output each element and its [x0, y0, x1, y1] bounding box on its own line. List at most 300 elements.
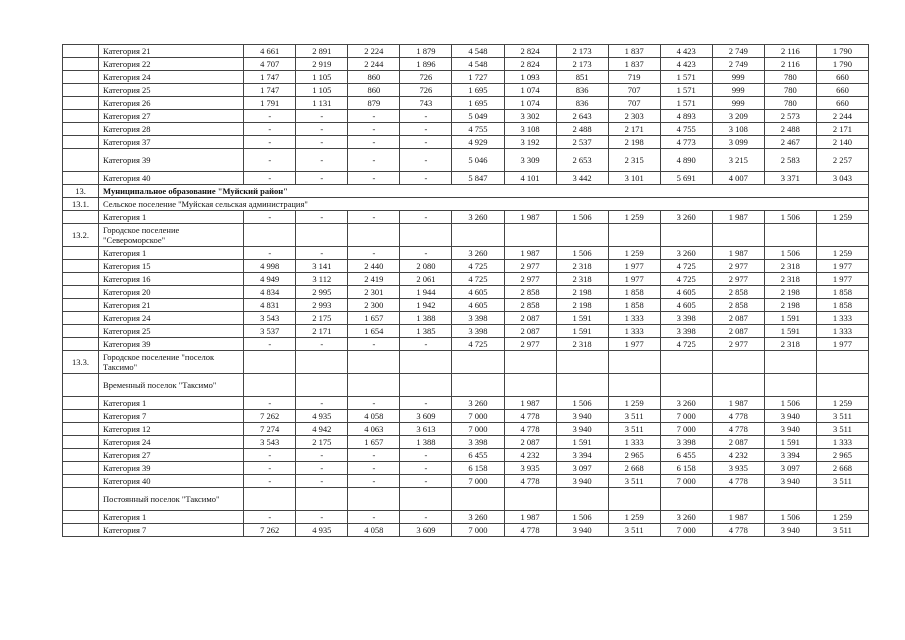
table-row: [63, 286, 869, 299]
value-cell: -: [348, 475, 400, 488]
value-cell: 3 394: [764, 449, 816, 462]
value-cell: 3 935: [712, 462, 764, 475]
value-cell: 2 488: [764, 123, 816, 136]
value-cell: 4 949: [244, 273, 296, 286]
value-cell: 4 778: [504, 475, 556, 488]
value-cell: 3 613: [400, 423, 452, 436]
subsection-label: Постоянный поселок "Таксимо": [99, 488, 244, 511]
value-cell: 3 101: [608, 172, 660, 185]
value-cell: 1 591: [764, 436, 816, 449]
category-name: Категория 40: [99, 172, 244, 185]
value-cell: 1 333: [608, 312, 660, 325]
value-cell: [296, 374, 348, 397]
value-cell: 3 260: [452, 397, 504, 410]
value-cell: 851: [556, 71, 608, 84]
value-cell: 1 591: [764, 325, 816, 338]
value-cell: 3 192: [504, 136, 556, 149]
value-cell: 1 987: [504, 247, 556, 260]
value-cell: -: [348, 397, 400, 410]
row-index: [63, 462, 99, 475]
table-row: [63, 185, 869, 198]
value-cell: 1 657: [348, 312, 400, 325]
value-cell: 7 000: [660, 475, 712, 488]
row-index: [63, 449, 99, 462]
value-cell: 1 858: [608, 299, 660, 312]
value-cell: -: [244, 110, 296, 123]
value-cell: 2 171: [296, 325, 348, 338]
table-row: [63, 247, 869, 260]
category-name: Категория 20: [99, 286, 244, 299]
value-cell: 1 591: [556, 325, 608, 338]
value-cell: 4 725: [660, 260, 712, 273]
value-cell: 6 158: [660, 462, 712, 475]
value-cell: 1 858: [816, 286, 868, 299]
value-cell: 3 371: [764, 172, 816, 185]
value-cell: 4 778: [504, 423, 556, 436]
value-cell: [556, 224, 608, 247]
value-cell: 2 977: [504, 338, 556, 351]
value-cell: 2 087: [504, 312, 556, 325]
value-cell: 2 467: [764, 136, 816, 149]
value-cell: 2 965: [816, 449, 868, 462]
table-row: [63, 149, 869, 172]
category-name: Категория 24: [99, 312, 244, 325]
value-cell: 1 977: [816, 273, 868, 286]
value-cell: 4 725: [660, 338, 712, 351]
value-cell: 3 442: [556, 172, 608, 185]
value-cell: 2 858: [712, 299, 764, 312]
value-cell: 1 506: [764, 397, 816, 410]
value-cell: 660: [816, 71, 868, 84]
value-cell: 2 198: [556, 286, 608, 299]
row-index: [63, 123, 99, 136]
value-cell: 1 571: [660, 97, 712, 110]
value-cell: 1 333: [816, 312, 868, 325]
value-cell: 3 940: [764, 410, 816, 423]
value-cell: 3 511: [608, 475, 660, 488]
value-cell: [712, 488, 764, 511]
value-cell: 4 942: [296, 423, 348, 436]
value-cell: 4 890: [660, 149, 712, 172]
row-index: 13.1.: [63, 198, 99, 211]
value-cell: 3 398: [660, 312, 712, 325]
value-cell: 999: [712, 71, 764, 84]
value-cell: 1 695: [452, 97, 504, 110]
table-row: [63, 273, 869, 286]
table-row: [63, 211, 869, 224]
value-cell: 2 993: [296, 299, 348, 312]
value-cell: 1 790: [816, 45, 868, 58]
value-cell: 707: [608, 84, 660, 97]
value-cell: 1 259: [608, 397, 660, 410]
value-cell: 3 309: [504, 149, 556, 172]
section-title: Муниципальное образование "Муйский район": [99, 185, 869, 198]
category-name: Категория 24: [99, 436, 244, 449]
value-cell: 7 274: [244, 423, 296, 436]
value-cell: -: [296, 462, 348, 475]
value-cell: 743: [400, 97, 452, 110]
value-cell: 2 198: [556, 299, 608, 312]
value-cell: 7 000: [452, 410, 504, 423]
value-cell: 836: [556, 97, 608, 110]
value-cell: -: [400, 338, 452, 351]
table-row: [63, 351, 869, 374]
value-cell: 4 063: [348, 423, 400, 436]
value-cell: -: [348, 449, 400, 462]
value-cell: 4 232: [504, 449, 556, 462]
category-name: Категория 25: [99, 84, 244, 97]
value-cell: 4 831: [244, 299, 296, 312]
value-cell: 2 977: [712, 338, 764, 351]
value-cell: [348, 351, 400, 374]
row-index: [63, 97, 99, 110]
row-index: [63, 374, 99, 397]
value-cell: 4 935: [296, 410, 348, 423]
value-cell: 2 419: [348, 273, 400, 286]
category-name: Категория 25: [99, 325, 244, 338]
value-cell: 3 511: [816, 423, 868, 436]
row-index: [63, 410, 99, 423]
table-row: [63, 325, 869, 338]
value-cell: [556, 374, 608, 397]
value-cell: 2 198: [608, 136, 660, 149]
value-cell: 719: [608, 71, 660, 84]
value-cell: 2 198: [764, 299, 816, 312]
value-cell: -: [296, 397, 348, 410]
subsection-label: Городское поселение "поселок Таксимо": [99, 351, 244, 374]
value-cell: 4 605: [452, 299, 504, 312]
value-cell: 2 858: [504, 286, 556, 299]
row-index: [63, 110, 99, 123]
value-cell: [244, 374, 296, 397]
subsection-title: Сельское поселение "Муйская сельская администрация": [99, 198, 869, 211]
category-name: Категория 16: [99, 273, 244, 286]
value-cell: 3 511: [816, 475, 868, 488]
value-cell: 1 506: [556, 397, 608, 410]
value-cell: 3 099: [712, 136, 764, 149]
value-cell: -: [348, 511, 400, 524]
value-cell: [244, 351, 296, 374]
value-cell: -: [296, 511, 348, 524]
value-cell: 3 112: [296, 273, 348, 286]
table-row: [63, 110, 869, 123]
value-cell: 3 940: [556, 410, 608, 423]
category-name: Категория 24: [99, 71, 244, 84]
value-cell: 1 388: [400, 436, 452, 449]
value-cell: 2 244: [816, 110, 868, 123]
row-index: [63, 397, 99, 410]
value-cell: -: [400, 136, 452, 149]
row-index: [63, 475, 99, 488]
value-cell: 1 105: [296, 71, 348, 84]
value-cell: 3 043: [816, 172, 868, 185]
value-cell: 7 000: [660, 423, 712, 436]
value-cell: 1 987: [504, 397, 556, 410]
value-cell: -: [244, 136, 296, 149]
value-cell: [244, 224, 296, 247]
value-cell: 3 940: [556, 524, 608, 537]
value-cell: -: [348, 172, 400, 185]
value-cell: 2 318: [556, 273, 608, 286]
table-row: [63, 436, 869, 449]
value-cell: 660: [816, 97, 868, 110]
value-cell: 6 158: [452, 462, 504, 475]
value-cell: 1 385: [400, 325, 452, 338]
value-cell: 780: [764, 71, 816, 84]
value-cell: 4 893: [660, 110, 712, 123]
value-cell: 3 511: [816, 410, 868, 423]
value-cell: [348, 224, 400, 247]
value-cell: 1 747: [244, 84, 296, 97]
value-cell: 2 087: [712, 312, 764, 325]
value-cell: 1 987: [712, 247, 764, 260]
table-row: [63, 524, 869, 537]
value-cell: 2 440: [348, 260, 400, 273]
value-cell: 1 571: [660, 84, 712, 97]
value-cell: -: [244, 149, 296, 172]
value-cell: 1 506: [556, 511, 608, 524]
value-cell: -: [348, 123, 400, 136]
category-name: Категория 7: [99, 524, 244, 537]
value-cell: 7 000: [452, 475, 504, 488]
value-cell: [348, 488, 400, 511]
value-cell: -: [296, 338, 348, 351]
value-cell: 3 209: [712, 110, 764, 123]
value-cell: 1 506: [764, 511, 816, 524]
value-cell: 2 171: [816, 123, 868, 136]
row-index: [63, 325, 99, 338]
value-cell: 5 046: [452, 149, 504, 172]
value-cell: -: [244, 247, 296, 260]
table-row: [63, 299, 869, 312]
value-cell: -: [400, 110, 452, 123]
value-cell: 2 318: [556, 260, 608, 273]
value-cell: [660, 488, 712, 511]
value-cell: -: [296, 172, 348, 185]
value-cell: 1 259: [816, 247, 868, 260]
value-cell: 2 080: [400, 260, 452, 273]
value-cell: 2 303: [608, 110, 660, 123]
value-cell: 3 394: [556, 449, 608, 462]
value-cell: 4 778: [712, 410, 764, 423]
value-cell: 7 000: [452, 524, 504, 537]
subsection-label: Городское поселение "Североморское": [99, 224, 244, 247]
value-cell: 5 847: [452, 172, 504, 185]
value-cell: 2 749: [712, 58, 764, 71]
value-cell: [504, 488, 556, 511]
value-cell: [712, 224, 764, 247]
document-page: [62, 44, 869, 537]
value-cell: 726: [400, 84, 452, 97]
category-name: Категория 39: [99, 462, 244, 475]
value-cell: 1 987: [712, 511, 764, 524]
value-cell: [556, 351, 608, 374]
value-cell: 1 858: [816, 299, 868, 312]
value-cell: [660, 351, 712, 374]
value-cell: 1 977: [816, 260, 868, 273]
value-cell: 1 791: [244, 97, 296, 110]
value-cell: 3 260: [660, 211, 712, 224]
row-index: [63, 312, 99, 325]
value-cell: 2 244: [348, 58, 400, 71]
value-cell: -: [348, 462, 400, 475]
value-cell: 1 790: [816, 58, 868, 71]
value-cell: 2 318: [556, 338, 608, 351]
value-cell: 1 657: [348, 436, 400, 449]
subsection-label: Временный поселок "Таксимо": [99, 374, 244, 397]
value-cell: 2 175: [296, 312, 348, 325]
category-name: Категория 39: [99, 338, 244, 351]
value-cell: 3 108: [712, 123, 764, 136]
value-cell: [348, 374, 400, 397]
value-cell: 1 727: [452, 71, 504, 84]
value-cell: -: [400, 172, 452, 185]
value-cell: 4 778: [712, 423, 764, 436]
category-name: Категория 1: [99, 211, 244, 224]
row-index: [63, 58, 99, 71]
row-index: 13.: [63, 185, 99, 198]
value-cell: 4 755: [452, 123, 504, 136]
value-cell: 7 000: [660, 524, 712, 537]
value-cell: -: [296, 110, 348, 123]
value-cell: 1 506: [764, 247, 816, 260]
value-cell: 1 074: [504, 84, 556, 97]
value-cell: [660, 224, 712, 247]
value-cell: 999: [712, 84, 764, 97]
value-cell: 4 935: [296, 524, 348, 537]
value-cell: 2 300: [348, 299, 400, 312]
category-name: Категория 27: [99, 110, 244, 123]
value-cell: 1 105: [296, 84, 348, 97]
category-name: Категория 28: [99, 123, 244, 136]
value-cell: -: [400, 149, 452, 172]
value-cell: [296, 351, 348, 374]
category-name: Категория 40: [99, 475, 244, 488]
value-cell: [504, 374, 556, 397]
value-cell: 2 977: [712, 260, 764, 273]
value-cell: [296, 488, 348, 511]
value-cell: 1 259: [816, 511, 868, 524]
value-cell: [244, 488, 296, 511]
value-cell: 2 891: [296, 45, 348, 58]
value-cell: 3 511: [608, 423, 660, 436]
value-cell: 1 695: [452, 84, 504, 97]
value-cell: 1 074: [504, 97, 556, 110]
value-cell: -: [400, 123, 452, 136]
value-cell: 4 007: [712, 172, 764, 185]
value-cell: 3 215: [712, 149, 764, 172]
value-cell: 1 591: [764, 312, 816, 325]
value-cell: 4 998: [244, 260, 296, 273]
value-cell: [608, 351, 660, 374]
row-index: [63, 172, 99, 185]
value-cell: 1 131: [296, 97, 348, 110]
value-cell: 2 965: [608, 449, 660, 462]
value-cell: 1 987: [712, 211, 764, 224]
value-cell: 1 333: [816, 325, 868, 338]
value-cell: 1 987: [712, 397, 764, 410]
value-cell: -: [296, 123, 348, 136]
value-cell: 3 398: [660, 325, 712, 338]
category-name: Категория 21: [99, 45, 244, 58]
value-cell: -: [244, 462, 296, 475]
value-cell: 2 318: [764, 273, 816, 286]
value-cell: 2 824: [504, 45, 556, 58]
row-index: [63, 511, 99, 524]
row-index: [63, 71, 99, 84]
table-row: [63, 462, 869, 475]
value-cell: -: [244, 172, 296, 185]
value-cell: 1 977: [608, 338, 660, 351]
value-cell: 2 315: [608, 149, 660, 172]
row-index: [63, 488, 99, 511]
value-cell: 4 548: [452, 58, 504, 71]
value-cell: -: [296, 136, 348, 149]
category-name: Категория 21: [99, 299, 244, 312]
value-cell: 1 571: [660, 71, 712, 84]
value-cell: 1 591: [556, 436, 608, 449]
table-row: [63, 84, 869, 97]
row-index: [63, 436, 99, 449]
value-cell: 2 583: [764, 149, 816, 172]
value-cell: 3 097: [556, 462, 608, 475]
value-cell: 3 940: [556, 475, 608, 488]
value-cell: 4 773: [660, 136, 712, 149]
value-cell: 1 333: [608, 436, 660, 449]
value-cell: 2 995: [296, 286, 348, 299]
value-cell: 1 259: [608, 211, 660, 224]
value-cell: 2 977: [712, 273, 764, 286]
value-cell: 2 573: [764, 110, 816, 123]
tariff-table: [62, 44, 869, 537]
value-cell: 1 977: [816, 338, 868, 351]
row-index: [63, 338, 99, 351]
table-row: [63, 136, 869, 149]
value-cell: 3 302: [504, 110, 556, 123]
table-row: [63, 410, 869, 423]
table-row: [63, 97, 869, 110]
table-row: [63, 312, 869, 325]
value-cell: 2 198: [764, 286, 816, 299]
value-cell: 1 977: [608, 260, 660, 273]
value-cell: 3 260: [452, 211, 504, 224]
row-index: 13.3.: [63, 351, 99, 374]
value-cell: [608, 224, 660, 247]
value-cell: 4 707: [244, 58, 296, 71]
value-cell: 3 097: [764, 462, 816, 475]
value-cell: 1 388: [400, 312, 452, 325]
value-cell: 3 940: [764, 524, 816, 537]
table-row: [63, 338, 869, 351]
value-cell: [504, 224, 556, 247]
value-cell: 2 749: [712, 45, 764, 58]
value-cell: 2 537: [556, 136, 608, 149]
value-cell: -: [244, 475, 296, 488]
value-cell: 4 548: [452, 45, 504, 58]
value-cell: -: [244, 511, 296, 524]
value-cell: 4 778: [504, 524, 556, 537]
category-name: Категория 7: [99, 410, 244, 423]
value-cell: 2 175: [296, 436, 348, 449]
value-cell: 1 879: [400, 45, 452, 58]
value-cell: 6 455: [452, 449, 504, 462]
value-cell: -: [400, 211, 452, 224]
value-cell: -: [348, 136, 400, 149]
value-cell: 4 605: [452, 286, 504, 299]
value-cell: 3 543: [244, 312, 296, 325]
value-cell: -: [244, 211, 296, 224]
table-row: [63, 45, 869, 58]
